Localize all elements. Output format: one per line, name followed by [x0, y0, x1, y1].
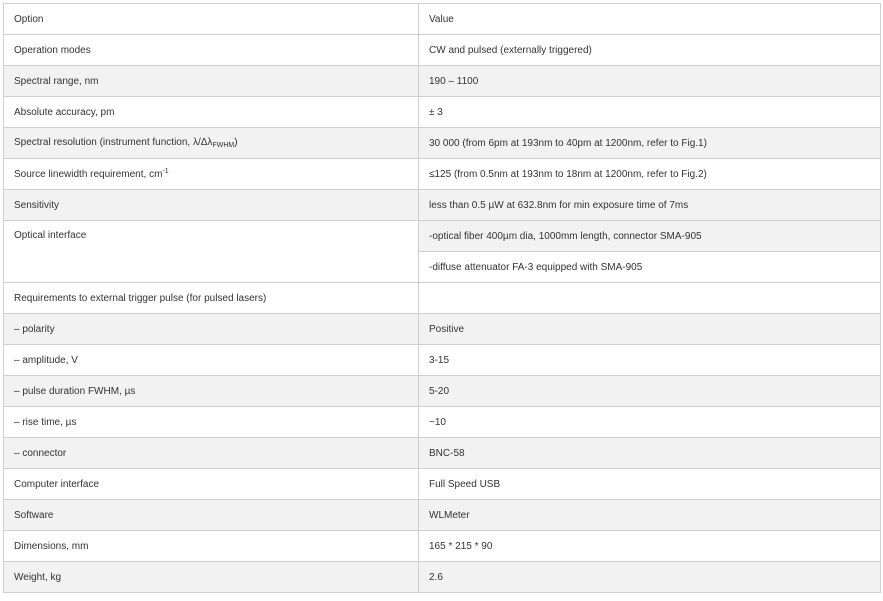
- table-row: [4, 159, 881, 190]
- value-cell: [419, 283, 881, 314]
- value-cell: 165 * 215 * 90: [419, 531, 881, 562]
- option-cell: – connector: [4, 438, 419, 469]
- table-row: [4, 283, 881, 314]
- option-text: Spectral resolution (instrument function, λ/Δλ: [14, 137, 213, 148]
- table-row: [4, 438, 881, 469]
- value-cell: Positive: [419, 314, 881, 345]
- table-row: [4, 469, 881, 500]
- option-cell: [4, 128, 419, 159]
- table-header-row: [4, 4, 881, 35]
- table-row: [4, 531, 881, 562]
- option-cell: – polarity: [4, 314, 419, 345]
- option-superscript: -1: [162, 168, 169, 175]
- option-cell: Operation modes: [4, 35, 419, 66]
- option-cell: Weight, kg: [4, 562, 419, 593]
- option-cell: Spectral range, nm: [4, 66, 419, 97]
- value-cell: -diffuse attenuator FA-3 equipped with SMA-905: [419, 252, 881, 283]
- option-cell: Sensitivity: [4, 190, 419, 221]
- value-cell: Full Speed USB: [419, 469, 881, 500]
- value-cell: 3-15: [419, 345, 881, 376]
- value-cell: ≤125 (from 0.5nm at 193nm to 18nm at 1200nm, refer to Fig.2): [419, 159, 881, 190]
- value-cell: -optical fiber 400µm dia, 1000mm length, connector SMA-905: [419, 221, 881, 252]
- option-cell: Dimensions, mm: [4, 531, 419, 562]
- value-cell: 190 – 1100: [419, 66, 881, 97]
- option-subscript: FWHM: [212, 142, 235, 149]
- table-row: [4, 190, 881, 221]
- table-row: [4, 500, 881, 531]
- option-cell: Absolute accuracy, pm: [4, 97, 419, 128]
- option-text-end: ): [234, 137, 238, 148]
- option-cell: Requirements to external trigger pulse (for pulsed lasers): [4, 283, 419, 314]
- table-row: [4, 407, 881, 438]
- option-cell: [4, 159, 419, 190]
- option-text: Source linewidth requirement, cm: [14, 169, 163, 180]
- header-value: Value: [419, 4, 881, 35]
- table-row: [4, 66, 881, 97]
- option-cell: – amplitude, V: [4, 345, 419, 376]
- table-row: [4, 376, 881, 407]
- value-cell: ± 3: [419, 97, 881, 128]
- header-option: Option: [4, 4, 419, 35]
- value-cell: BNC-58: [419, 438, 881, 469]
- table-row: [4, 345, 881, 376]
- option-cell: Software: [4, 500, 419, 531]
- value-cell: 5-20: [419, 376, 881, 407]
- table-row: [4, 128, 881, 159]
- table-row: [4, 221, 881, 252]
- value-cell: 30 000 (from 6pm at 193nm to 40pm at 1200nm, refer to Fig.1): [419, 128, 881, 159]
- option-cell: Optical interface: [4, 221, 419, 283]
- table-row: [4, 314, 881, 345]
- table-row: [4, 562, 881, 593]
- option-cell: – pulse duration FWHM, µs: [4, 376, 419, 407]
- value-cell: less than 0.5 µW at 632.8nm for min exposure time of 7ms: [419, 190, 881, 221]
- value-cell: ~10: [419, 407, 881, 438]
- value-cell: WLMeter: [419, 500, 881, 531]
- value-cell: 2.6: [419, 562, 881, 593]
- table-row: [4, 35, 881, 66]
- value-cell: CW and pulsed (externally triggered): [419, 35, 881, 66]
- option-cell: Computer interface: [4, 469, 419, 500]
- option-cell: – rise time, µs: [4, 407, 419, 438]
- table-row: [4, 97, 881, 128]
- spec-table: [3, 3, 881, 593]
